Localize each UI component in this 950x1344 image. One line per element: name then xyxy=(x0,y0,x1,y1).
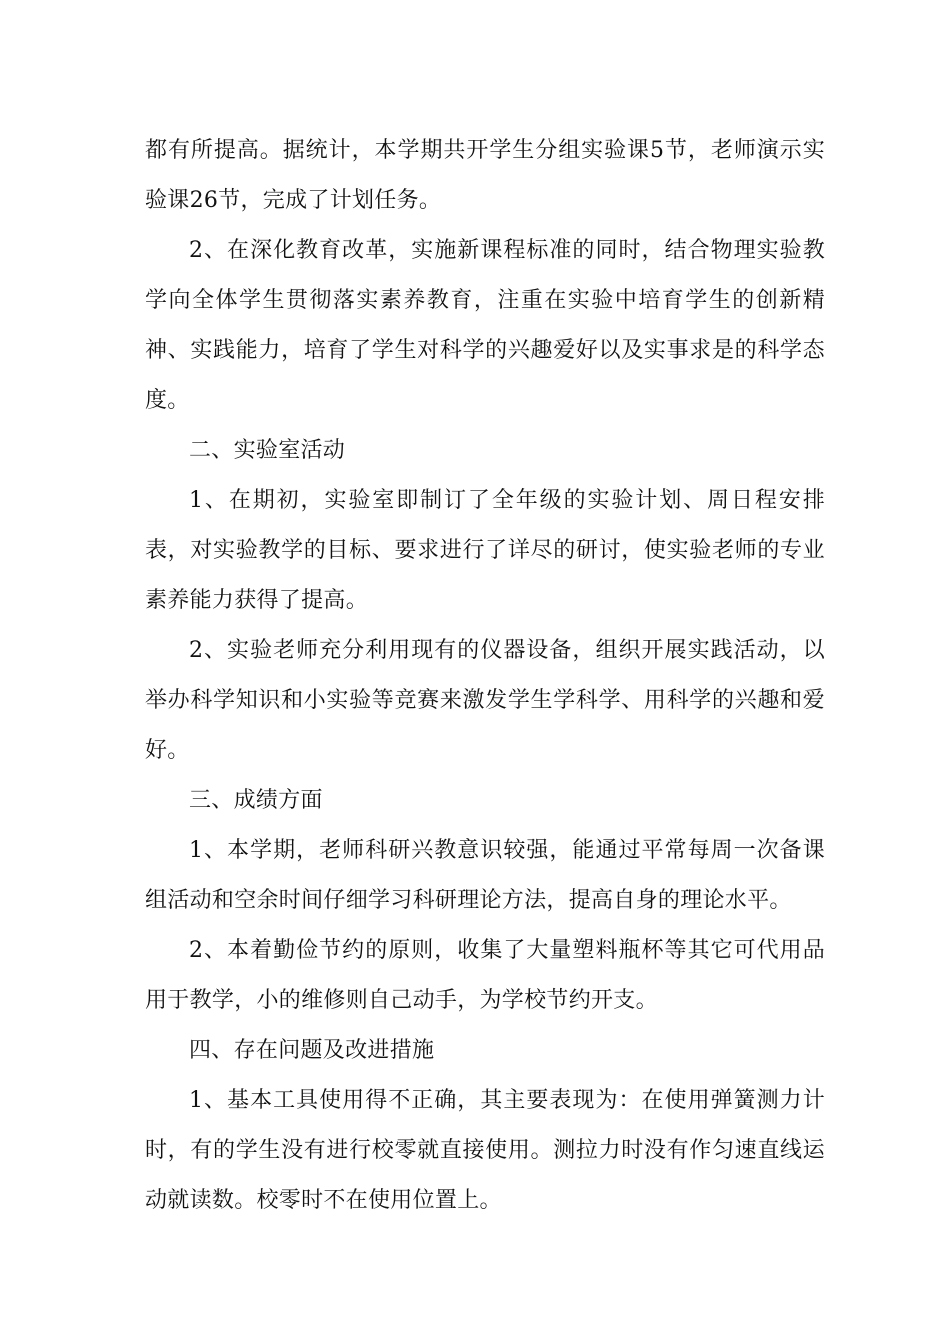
document-body xyxy=(145,126,825,1226)
paragraph-lab-item-2: 2、实验老师充分利用现有的仪器设备，组织开展实践活动，以举办科学知识和小实验等竞赛来激发学生学科学、用科学的兴趣和爱好。 xyxy=(145,638,825,763)
paragraph-item-2-teaching: 2、在深化教育改革，实施新课程标准的同时，结合物理实验教学向全体学生贯彻落实素养教育，注重在实验中培育学生的创新精神、实践能力，培育了学生对科学的兴趣爱好以及实事求是的科学态度。 xyxy=(145,238,825,413)
section-heading-problems: 四、存在问题及改进措施 xyxy=(189,1038,435,1063)
paragraph-achievement-item-1: 1、本学期，老师科研兴教意识较强，能通过平常每周一次备课组活动和空余时间仔细学习科研理论方法，提高自身的理论水平。 xyxy=(145,838,825,913)
paragraph-lab-item-1: 1、在期初，实验室即制订了全年级的实验计划、周日程安排表，对实验教学的目标、要求进行了详尽的研讨，使实验老师的专业素养能力获得了提高。 xyxy=(145,488,825,613)
paragraph-achievement-item-2: 2、本着勤俭节约的原则，收集了大量塑料瓶杯等其它可代用品用于教学，小的维修则自己动手，为学校节约开支。 xyxy=(145,938,825,1013)
paragraph-continuation: 都有所提高。据统计，本学期共开学生分组实验课5节，老师演示实验课26节，完成了计划任务。 xyxy=(145,138,825,213)
paragraph-problem-item-1: 1、基本工具使用得不正确，其主要表现为：在使用弹簧测力计时，有的学生没有进行校零就直接使用。测拉力时没有作匀速直线运动就读数。校零时不在使用位置上。 xyxy=(145,1088,825,1213)
section-heading-lab-activities: 二、实验室活动 xyxy=(189,438,346,463)
section-heading-achievements: 三、成绩方面 xyxy=(189,788,323,813)
